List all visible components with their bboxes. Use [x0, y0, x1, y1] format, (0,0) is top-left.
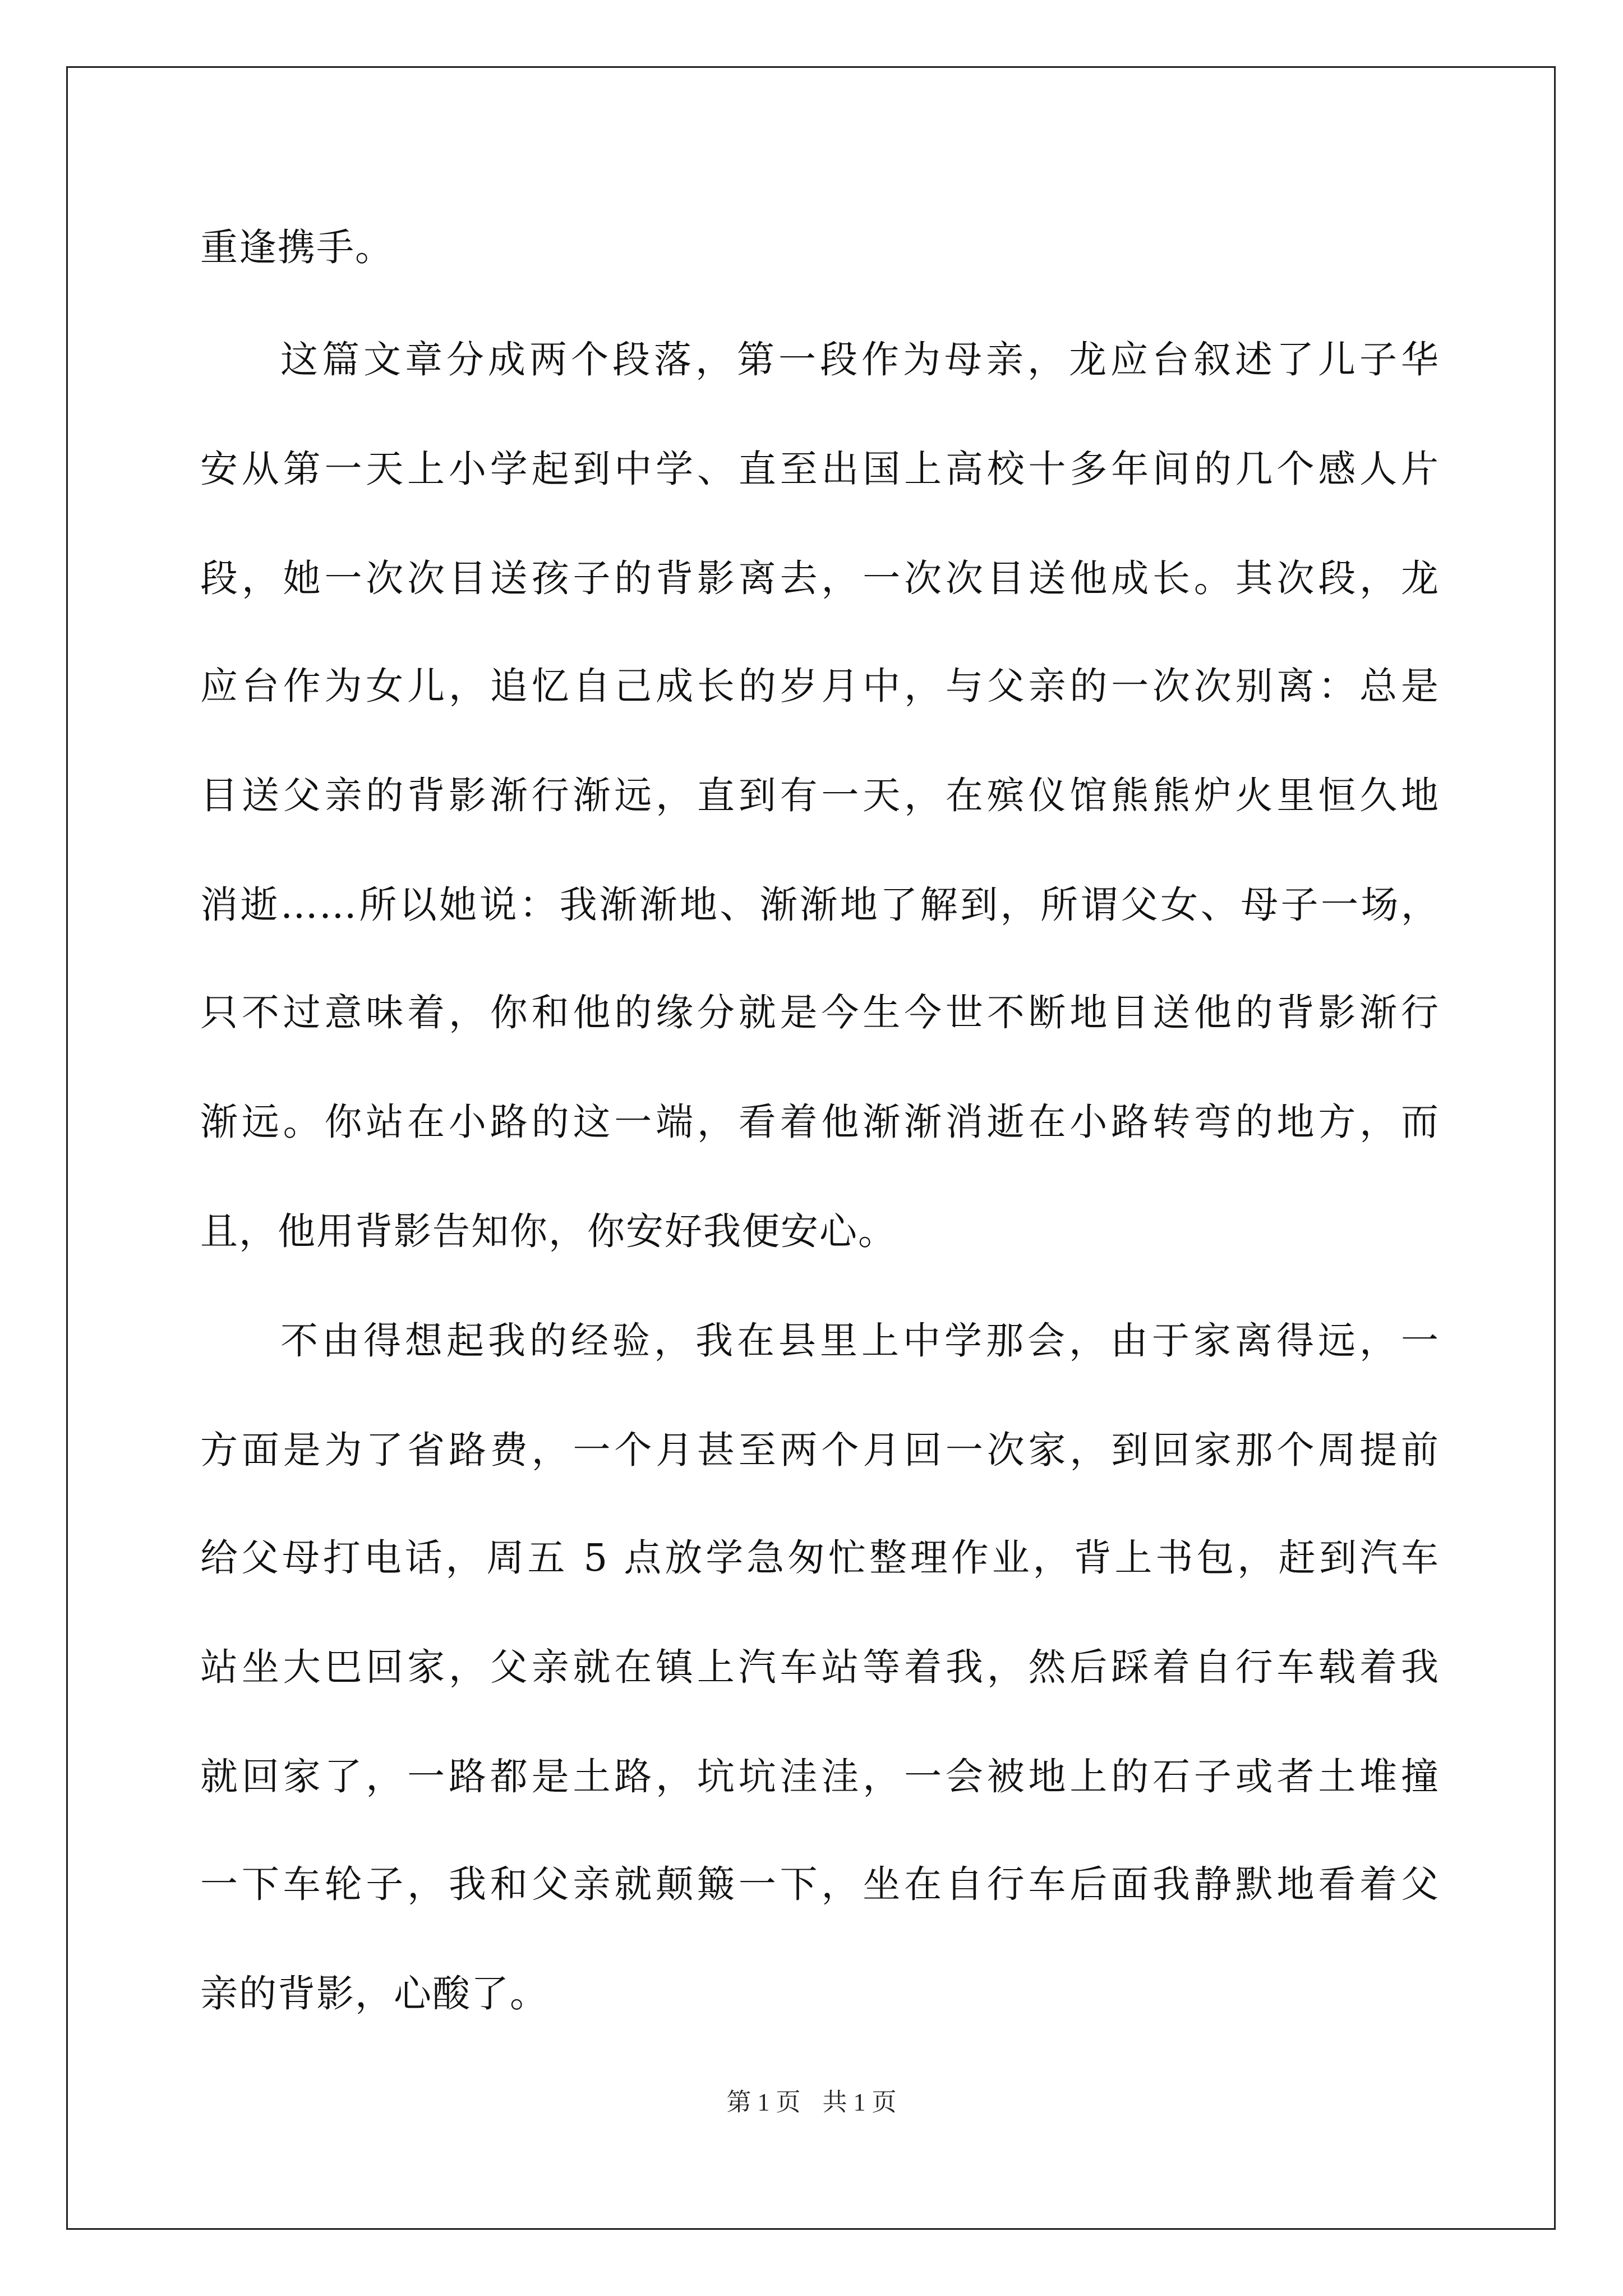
text-line: 只不过意味着，你和他的缘分就是今生今世不断地目送他的背影渐行	[200, 991, 1440, 1034]
text-line: 段，她一次次目送孩子的背影离去，一次次目送他成长。其次段，龙	[200, 556, 1440, 600]
text-line: 且，他用背影告知你，你安好我便安心。	[200, 1209, 897, 1253]
text-line: 站坐大巴回家，父亲就在镇上汽车站等着我，然后踩着自行车载着我	[200, 1645, 1440, 1689]
text-line: 给父母打电话，周五 5 点放学急匆忙整理作业，背上书包，赶到汽车	[200, 1536, 1440, 1580]
text-line: 一下车轮子，我和父亲就颠簸一下，坐在自行车后面我静默地看着父	[200, 1862, 1440, 1906]
page-footer	[0, 2086, 1623, 2119]
text-line: 目送父亲的背影渐行渐远，直到有一天，在殡仪馆熊熊炉火里恒久地	[200, 774, 1440, 817]
text-line: 就回家了，一路都是土路，坑坑洼洼，一会被地上的石子或者土堆撞	[200, 1755, 1440, 1798]
text-line: 渐远。你站在小路的这一端，看着他渐渐消逝在小路转弯的地方，而	[200, 1100, 1440, 1144]
text-line: 亲的背影，心酸了。	[200, 1972, 548, 2016]
page-number: 第 1 页	[726, 2088, 801, 2116]
text-line: 不由得想起我的经验，我在县里上中学那会，由于家离得远，一	[280, 1319, 1440, 1363]
text-line: 消逝……所以她说：我渐渐地、渐渐地了解到，所谓父女、母子一场，	[200, 883, 1440, 927]
text-line: 方面是为了省路费，一个月甚至两个月回一次家，到回家那个周提前	[200, 1428, 1440, 1472]
text-line: 安从第一天上小学起到中学、直至出国上高校十多年间的几个感人片	[200, 447, 1440, 491]
page-total: 共 1 页	[822, 2088, 897, 2116]
text-line: 重逢携手。	[200, 226, 394, 269]
text-line: 应台作为女儿，追忆自己成长的岁月中，与父亲的一次次别离：总是	[200, 664, 1440, 708]
text-line: 这篇文章分成两个段落，第一段作为母亲，龙应台叙述了儿子华	[280, 338, 1440, 381]
